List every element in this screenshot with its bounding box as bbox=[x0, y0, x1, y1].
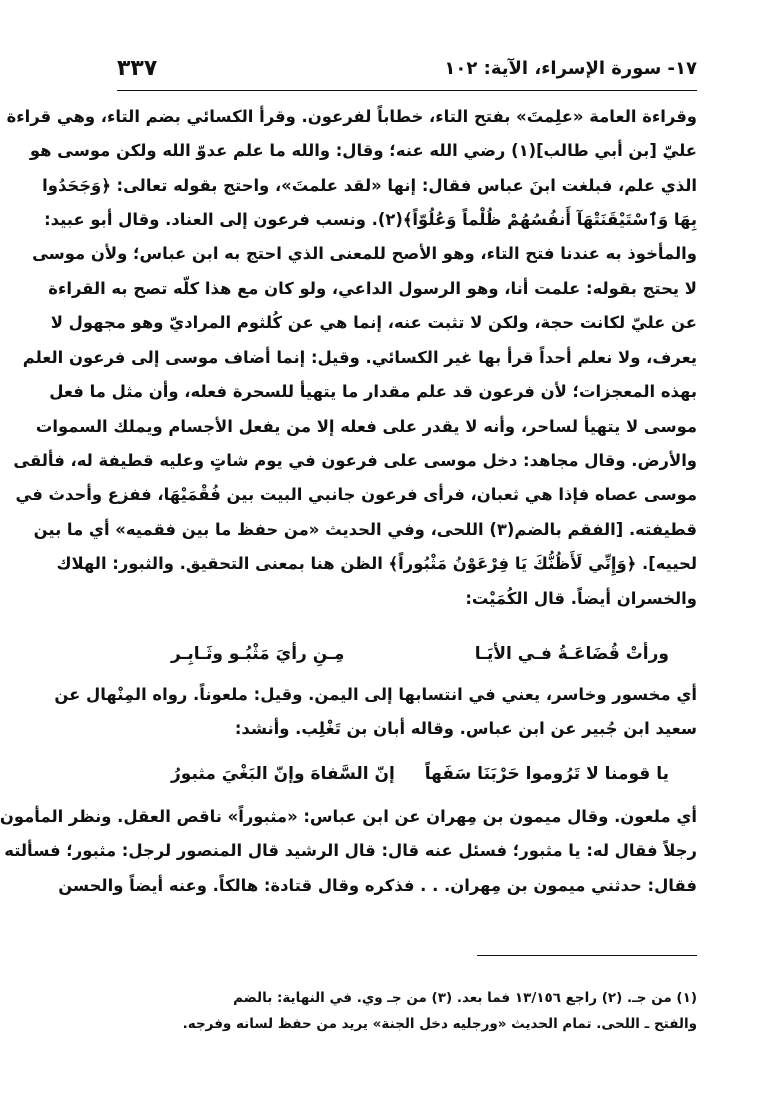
running-title: ١٧- سورة الإسراء، الآية: ١٠٢ bbox=[444, 58, 697, 79]
body-line: لحييه]. ﴿وَإِنِّي لَأَظُنُّكَ يَا فِرْعَوْنُ مَثْبُوراً﴾ الظن هنا بمعنى التحقيق. والثبور: الهلاك bbox=[56, 554, 697, 573]
body-line: سعيد ابن جُبير عن ابن عباس. وقاله أبان بن تَغْلِب. وأنشد: bbox=[234, 719, 697, 738]
body-line: وقراءة العامة «علِمتَ» بفتح التاء، خطاباً لفرعون. وقرأ الكسائي بضم التاء، وهي قراءة bbox=[6, 107, 697, 126]
footnote-line: والفتح ـ اللحى. تمام الحديث «ورجليه دخل الجنة» يريد من حفظ لسانه وفرجه. bbox=[182, 1016, 697, 1032]
body-line: أي ملعون. وقال ميمون بن مِهران عن ابن عباس: «مثبوراً» ناقص العقل. ونظر المأمون bbox=[0, 807, 697, 826]
body-line: موسى لا يتهيأ لساحر، وأنه لا يقدر على فعله إلا من يفعل الأجسام ويملك السموات bbox=[35, 417, 697, 436]
verse-second-hemistich: إنّ السَّفاهَ وإنّ البَغْيَ مثبورُ bbox=[171, 764, 395, 784]
body-line: والأرض. وقال مجاهد: دخل موسى على فرعون في يوم شاتٍ وعليه قطيفة له، فألقى bbox=[13, 451, 697, 470]
verse-first-hemistich: يا قومنا لا تَرُوموا حَرْبَنَا سَفَهاً bbox=[424, 764, 669, 784]
body-line: أي مخسور وخاسر، يعني في انتسابها إلى اليمن. وقيل: ملعوناً. رواه المِنْهال عن bbox=[54, 685, 697, 704]
body-line: والخسران أيضاً. قال الكُمَيْت: bbox=[465, 589, 697, 608]
body-line: الذي علم، فبلغت ابنَ عباس فقال: إنها «لقد علمتَ»، واحتج بقوله تعالى: ﴿وَجَحَدُوا bbox=[42, 176, 697, 195]
body-line: رجلاً فقال له: يا مثبور؛ فسئل عنه قال: قال الرشيد قال المنصور لرجل: مثبور؛ فسألته bbox=[4, 841, 697, 860]
page-header bbox=[117, 56, 697, 91]
body-line: لا يحتج بقوله: علمت أنا، وهو الرسول الداعي، ولو كان مع هذا كلّه تصح به القراءة bbox=[48, 279, 697, 298]
page-number: ٣٣٧ bbox=[117, 56, 158, 81]
body-line: قطيفته. [الفقم بالضم(٣) اللحى، وفي الحديث «من حفظ ما بين فقميه» أي ما بين bbox=[33, 520, 697, 539]
body-line: عن عليّ لكانت حجة، ولكن لا تثبت عنه، إنما هي عن كُلثوم المراديّ وهو مجهول لا bbox=[50, 313, 697, 332]
body-line: موسى عصاه فإذا هي ثعبان، فرأى فرعون جانبي البيت بين فُقْمَيْهَا، ففزع وأحدث في bbox=[15, 485, 697, 504]
verse-second-hemistich: مِـنِ رأيَ مَثْبُـو وثَـابِـر bbox=[171, 644, 345, 664]
body-line: والمأخوذ به عندنا فتح التاء، وهو الأصح للمعنى الذي احتج به ابن عباس؛ ولأن موسى bbox=[32, 244, 697, 263]
body-line: عليّ [بن أبي طالب](١) رضي الله عنه؛ وقال: والله ما علم عدوّ الله ولكن موسى هو bbox=[29, 141, 697, 160]
body-line: بهذه المعجزات؛ لأن فرعون قد علم مقدار ما يتهيأ للسحرة فعله، وأن مثل ما فعل bbox=[49, 382, 697, 401]
footnote-divider bbox=[477, 955, 697, 956]
verse-first-hemistich: ورأتْ قُضَاعَـةُ فـي الأيَـا bbox=[474, 644, 669, 664]
body-line: فقال: حدثني ميمون بن مِهران. . . فذكره وقال قتادة: هالكاً. وعنه أيضاً والحسن bbox=[58, 876, 697, 895]
body-line: يعرف، ولا نعلم أحداً قرأ بها غير الكسائي. وقيل: إنما أضاف موسى إلى فرعون العلم bbox=[22, 348, 697, 367]
footnote-line: (١) من جـ. (٢) راجع ١٣/١٥٦ فما بعد. (٣) من جـ وي. في النهاية: بالضم bbox=[233, 990, 697, 1006]
body-line: بِهَا وَٱسْتَيْقَنَتْهَآ أَنفُسُهُمْ ظُلْماً وَعُلُوّاً﴾(٢). ونسب فرعون إلى العناد. وقال أبو عبيد: bbox=[44, 210, 697, 229]
